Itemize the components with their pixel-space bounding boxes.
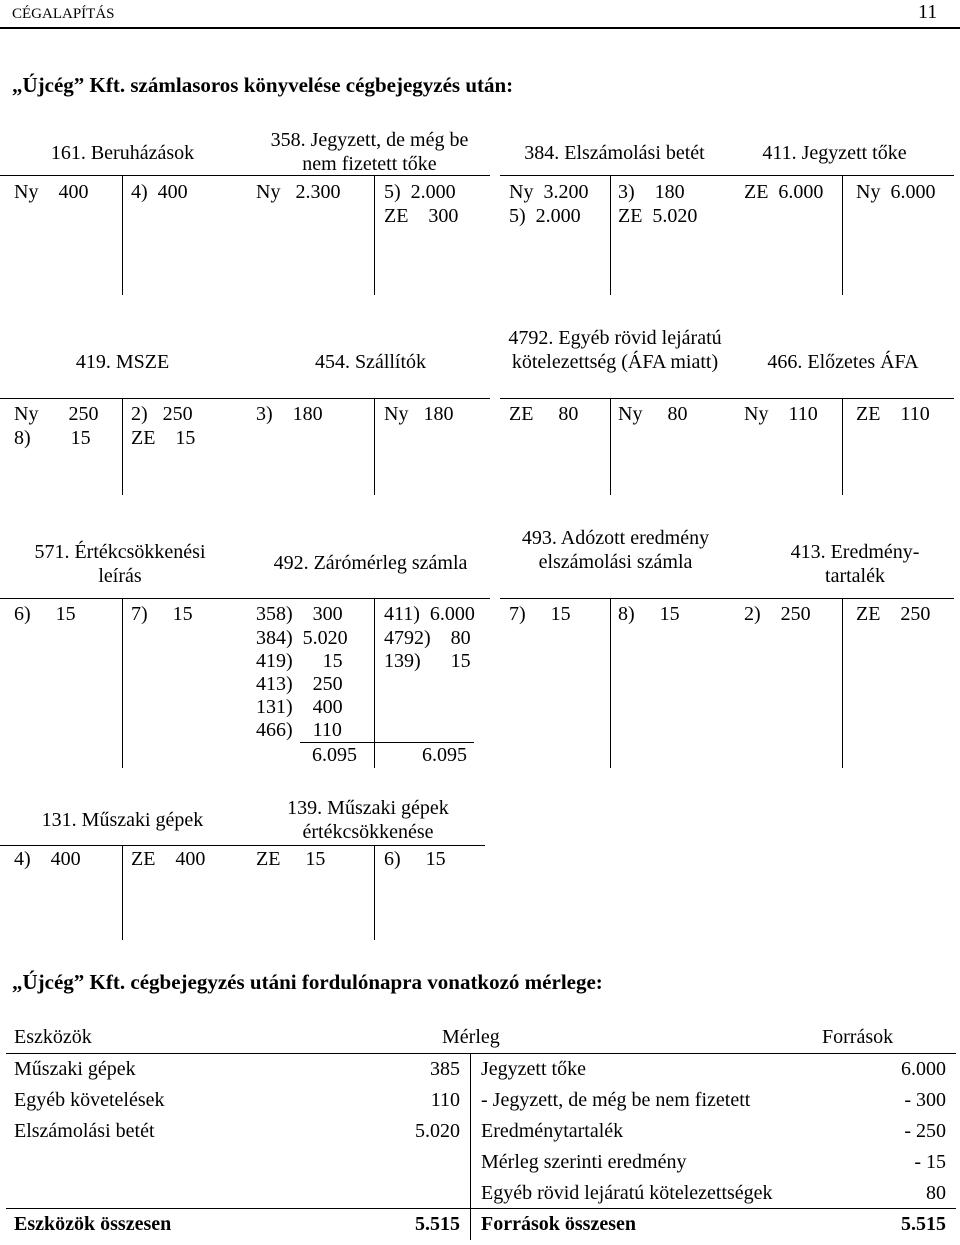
debit-entry: 8) 15 [14, 427, 91, 449]
balance-header-title: Mérleg [442, 1026, 500, 1048]
account-title-571: 571. Értékcsökkenési leírás [34, 541, 206, 587]
debit-entry: 3) 180 [256, 403, 323, 425]
liability-value: - 300 [904, 1089, 946, 1111]
t-account-line [374, 845, 375, 940]
debit-entry: 413) 250 [256, 673, 343, 695]
debit-entry: ZE 80 [509, 403, 579, 425]
liabilities-total-label: Források összesen [481, 1213, 636, 1235]
t-account-line [122, 175, 123, 295]
t-account-line [245, 845, 485, 846]
credit-entry: 4) 400 [131, 181, 188, 203]
credit-total: 6.095 [422, 744, 467, 766]
t-account-line [732, 175, 954, 176]
debit-entry: 131) 400 [256, 696, 343, 718]
credit-entry: 4792) 80 [384, 627, 471, 649]
credit-entry: 3) 180 [618, 181, 685, 203]
assets-total-value: 5.515 [415, 1213, 460, 1235]
credit-entry: ZE 250 [856, 603, 931, 625]
debit-entry: ZE 6.000 [744, 181, 824, 203]
t-account-line [374, 175, 375, 295]
section-title-bookkeeping: „Újcég” Kft. számlasoros könyvelése cégbejegyzés után: [12, 73, 514, 97]
credit-entry: 7) 15 [131, 603, 193, 625]
debit-entry: 2) 250 [744, 603, 811, 625]
t-account-line [374, 398, 375, 495]
account-title-419: 419. MSZE [75, 351, 170, 373]
liability-value: - 15 [914, 1151, 946, 1173]
debit-entry: 466) 110 [256, 719, 342, 741]
t-account-line [610, 598, 611, 768]
asset-label: Műszaki gépek [14, 1058, 136, 1080]
credit-entry: ZE 300 [384, 205, 459, 227]
header-rule [0, 27, 960, 29]
credit-entry: 6) 15 [384, 848, 446, 870]
asset-value: 5.020 [415, 1120, 460, 1142]
credit-entry: Ny 180 [384, 403, 454, 425]
credit-entry: 5) 2.000 [384, 181, 456, 203]
credit-entry: 139) 15 [384, 650, 471, 672]
account-title-358: 358. Jegyzett, de még be nem fizetett tőke [270, 129, 469, 175]
t-account-line [245, 598, 490, 599]
page-number: 11 [918, 1, 938, 23]
liability-label: Eredménytartalék [481, 1120, 624, 1142]
debit-entry: 4) 400 [14, 848, 81, 870]
liability-label: - Jegyzett, de még be nem fizetett [481, 1089, 751, 1111]
asset-label: Egyéb követelések [14, 1089, 165, 1111]
asset-value: 110 [430, 1089, 460, 1111]
credit-entry: Ny 6.000 [856, 181, 936, 203]
account-title-161: 161. Beruházások [50, 142, 195, 164]
debit-entry: 6) 15 [14, 603, 76, 625]
t-account-line [500, 598, 732, 599]
account-title-493: 493. Adózott eredmény elszámolási számla [521, 527, 710, 573]
liability-label: Mérleg szerinti eredmény [481, 1151, 687, 1173]
t-account-line [610, 398, 611, 495]
debit-entry: ZE 15 [256, 848, 326, 870]
liability-value: 6.000 [901, 1058, 946, 1080]
liability-value: - 250 [904, 1120, 946, 1142]
t-account-line [610, 175, 611, 295]
t-account-line [842, 398, 843, 495]
account-title-492: 492. Zárómérleg számla [273, 552, 468, 574]
t-account-line [122, 598, 123, 768]
debit-entry: Ny 110 [744, 403, 818, 425]
credit-entry: 411) 6.000 [384, 603, 475, 625]
debit-entry: Ny 3.200 [509, 181, 589, 203]
table-rule [6, 1208, 956, 1209]
liability-label: Jegyzett tőke [481, 1058, 586, 1080]
liability-label: Egyéb rövid lejáratú kötelezettségek [481, 1182, 773, 1204]
credit-entry: ZE 5.020 [618, 205, 698, 227]
balance-header-liabilities: Források [822, 1026, 894, 1048]
account-title-4792: 4792. Egyéb rövid lejáratú kötelezettség (ÁFA miatt) [508, 327, 722, 373]
account-title-466: 466. Előzetes ÁFA [767, 351, 919, 373]
t-account-line [732, 398, 954, 399]
t-account-line [842, 598, 843, 768]
balance-header-assets: Eszközök [14, 1026, 92, 1048]
credit-entry: ZE 15 [131, 427, 196, 449]
debit-entry: 384) 5.020 [256, 627, 348, 649]
debit-entry: 358) 300 [256, 603, 343, 625]
t-account-line [245, 175, 490, 176]
assets-total-label: Eszközök összesen [14, 1213, 172, 1235]
asset-label: Elszámolási betét [14, 1120, 155, 1142]
credit-entry: ZE 110 [856, 403, 930, 425]
debit-entry: Ny 400 [14, 181, 89, 203]
account-title-411: 411. Jegyzett tőke [762, 142, 907, 164]
table-divider [470, 1053, 471, 1240]
section-title-balance: „Újcég” Kft. cégbejegyzés utáni fordulónapra vonatkozó mérlege: [12, 970, 603, 994]
asset-value: 385 [430, 1058, 460, 1080]
t-account-line [500, 398, 732, 399]
t-account-line [732, 598, 954, 599]
account-title-139: 139. Műszaki gépek értékcsökkenése [287, 797, 449, 843]
account-title-413: 413. Eredmény-tartalék [790, 541, 920, 587]
debit-entry: Ny 250 [14, 403, 99, 425]
account-title-131: 131. Műszaki gépek [41, 809, 204, 831]
t-account-line [122, 398, 123, 495]
credit-entry: Ny 80 [618, 403, 688, 425]
table-rule [6, 1053, 956, 1054]
liabilities-total-value: 5.515 [901, 1213, 946, 1235]
t-account-line [245, 398, 490, 399]
account-title-384: 384. Elszámolási betét [524, 142, 705, 164]
t-account-line [842, 175, 843, 295]
t-account-line [500, 175, 732, 176]
account-title-454: 454. Szállítók [314, 351, 427, 373]
t-account-line [122, 845, 123, 940]
chapter-title: CÉGALAPÍTÁS [12, 6, 115, 22]
debit-entry: 5) 2.000 [509, 205, 581, 227]
liability-value: 80 [926, 1182, 946, 1204]
debit-total: 6.095 [312, 744, 357, 766]
debit-entry: 7) 15 [509, 603, 571, 625]
credit-entry: ZE 400 [131, 848, 206, 870]
credit-entry: 2) 250 [131, 403, 193, 425]
debit-entry: 419) 15 [256, 650, 343, 672]
debit-entry: Ny 2.300 [256, 181, 341, 203]
credit-entry: 8) 15 [618, 603, 680, 625]
